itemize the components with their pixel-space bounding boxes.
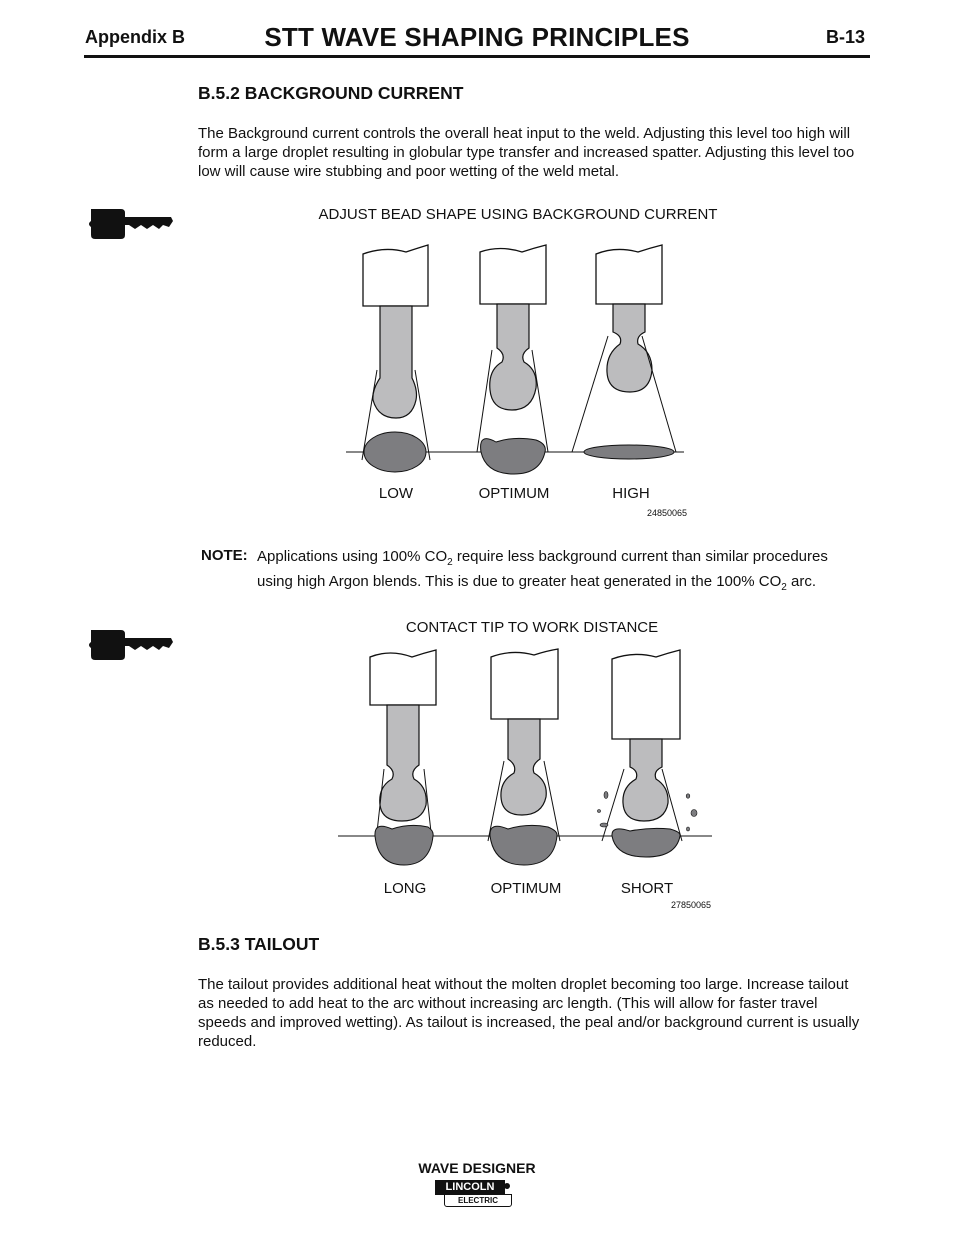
label-optimum: OPTIMUM bbox=[478, 485, 550, 502]
spatter-dot bbox=[604, 792, 608, 799]
spatter-dot bbox=[598, 810, 601, 813]
section-label: Appendix B bbox=[85, 27, 186, 47]
figure2-caption: CONTACT TIP TO WORK DISTANCE bbox=[405, 619, 659, 636]
page-number: B-13 bbox=[826, 27, 866, 47]
label-long: LONG bbox=[383, 880, 427, 897]
page-title: STT WAVE SHAPING PRINCIPLES bbox=[264, 22, 690, 52]
note-line-2-a: using high Argon blends. This is due to greater heat generated in the 100% CO bbox=[257, 573, 782, 590]
footer-product: WAVE DESIGNER bbox=[418, 1160, 536, 1176]
spatter-dot bbox=[686, 794, 690, 798]
figure1-code: 24850065 bbox=[647, 508, 688, 518]
note-label: NOTE: bbox=[201, 547, 248, 564]
spatter-dot bbox=[687, 827, 690, 831]
figure2-code: 27850065 bbox=[671, 900, 712, 910]
section-heading-tailout: B.5.3 TAILOUT bbox=[198, 934, 320, 954]
key-icon bbox=[87, 207, 173, 241]
header-rule bbox=[84, 55, 870, 58]
tailout-paragraph: The tailout provides additional heat without the molten droplet becoming too large. Increase tailout as needed to add heat to the arc without increasing arc length. (This will allow for faster travel speeds and improved wetting). As tailout is increased, the peal and/or background current is usually reduced. bbox=[198, 976, 860, 1050]
note-text bbox=[257, 547, 857, 597]
label-short: SHORT bbox=[620, 880, 674, 897]
high-electrode bbox=[572, 245, 676, 459]
figure1-diagram bbox=[340, 240, 690, 480]
label-low: LOW bbox=[378, 485, 414, 502]
logo-dot bbox=[504, 1183, 510, 1189]
spatter-dot bbox=[600, 823, 608, 827]
background-paragraph: The Background current controls the overall heat input to the weld. Adjusting this level too high will form a large droplet resulting in globular type transfer and increased spatter. Adjusting this level too low will cause wire stubbing and poor wetting of the weld metal. bbox=[198, 125, 855, 180]
note-line-1-a: Applications using 100% CO bbox=[257, 548, 448, 565]
note-sub-2: 2 bbox=[781, 582, 787, 593]
logo-top: LINCOLN bbox=[435, 1180, 505, 1195]
note-line-1-b: require less background current than similar procedures bbox=[452, 548, 828, 565]
spatter-dot bbox=[691, 810, 697, 817]
note-line-1 bbox=[257, 547, 857, 572]
note-sub-1: 2 bbox=[447, 557, 453, 568]
label-optimum-2: OPTIMUM bbox=[490, 880, 562, 897]
lincoln-logo bbox=[434, 1180, 514, 1208]
optimum2-electrode bbox=[488, 649, 560, 865]
section-heading-background: B.5.2 BACKGROUND CURRENT bbox=[198, 83, 464, 103]
figure2-diagram bbox=[336, 645, 716, 875]
short-electrode bbox=[598, 650, 698, 857]
logo-bottom: ELECTRIC bbox=[444, 1194, 512, 1207]
figure1-caption: ADJUST BEAD SHAPE USING BACKGROUND CURRENT bbox=[318, 206, 718, 223]
note-line-2 bbox=[257, 572, 857, 597]
long-electrode bbox=[370, 650, 436, 865]
low-electrode bbox=[362, 245, 430, 472]
note-line-2-b: arc. bbox=[786, 573, 816, 590]
optimum-electrode bbox=[477, 245, 548, 474]
key-icon bbox=[87, 628, 173, 662]
label-high: HIGH bbox=[612, 485, 650, 502]
